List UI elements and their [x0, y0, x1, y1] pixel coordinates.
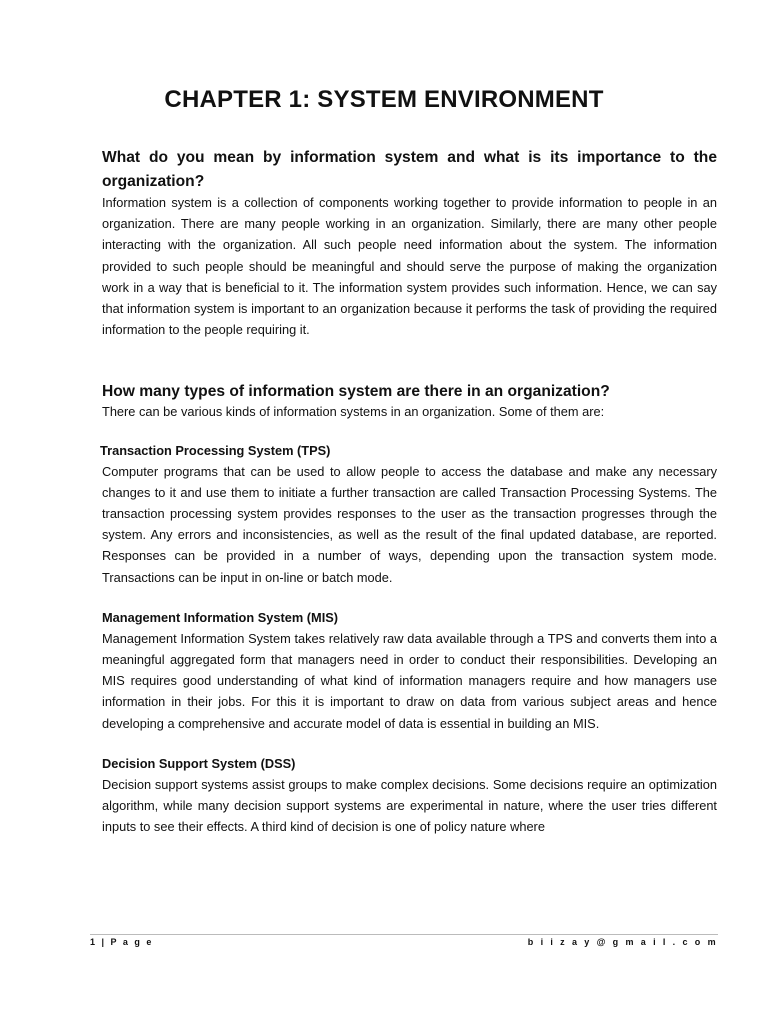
- author-email: b i i z a y @ g m a i l . c o m: [527, 937, 718, 947]
- footer-divider: [90, 934, 718, 935]
- section-heading-dss: Decision Support System (DSS): [102, 755, 296, 771]
- chapter-title: CHAPTER 1: SYSTEM ENVIRONMENT: [164, 86, 604, 113]
- answer-paragraph-importance: Information system is a collection of components working together to provide information to people in an organization. There are many people working in an organization. Similarly, there are many other people interacting with the organization. All such people need information about the system. The information provided to such people should be meaningful and should serve the purpose of making the organization work in a way that is beneficial to it. The information system provides such information. Hence, we can say that information system is important to an organization because it performs the task of providing the required information to the people requiring it.: [102, 195, 717, 338]
- document-content: [102, 146, 717, 837]
- section-heading-mis: Management Information System (MIS): [102, 609, 339, 625]
- question-heading-types: How many types of information system are there in an organization?: [102, 383, 610, 401]
- page-number-label: 1 | P a g e: [90, 937, 154, 947]
- page-footer: [90, 937, 718, 951]
- section-paragraph-tps: Computer programs that can be used to allow people to access the database and make any necessary changes to it and use them to initiate a further transaction are called Transaction Processing Systems. The transaction processing system provides responses to the user as the transaction progresses through the system. Any errors and inconsistencies, as well as the result of the final updated database, are reported. Responses can be provided in a number of ways, depending upon the transaction system mode. Transactions can be input in on-line or batch mode.: [102, 463, 717, 585]
- section-paragraph-dss: Decision support systems assist groups to make complex decisions. Some decisions require an optimization algorithm, while many decision support systems are experimental in nature, where the user tries different inputs to see their effects. A third kind of decision is one of policy nature where: [102, 776, 717, 835]
- question-heading-importance: What do you mean by information system and what is its importance to the organization?: [102, 149, 717, 190]
- answer-paragraph-types-intro: There can be various kinds of information systems in an organization. Some of them are:: [102, 404, 605, 420]
- section-heading-tps: Transaction Processing System (TPS): [100, 442, 331, 458]
- section-paragraph-mis: Management Information System takes relatively raw data available through a TPS and converts them into a meaningful aggregated form that managers need in order to conduct their responsibilities. Developing an MIS requires good understanding of what kind of information managers require and how managers use information in their jobs. For this it is important to draw on data from various subject areas and hence developing a comprehensive and accurate model of data is essential in building an MIS.: [102, 630, 717, 731]
